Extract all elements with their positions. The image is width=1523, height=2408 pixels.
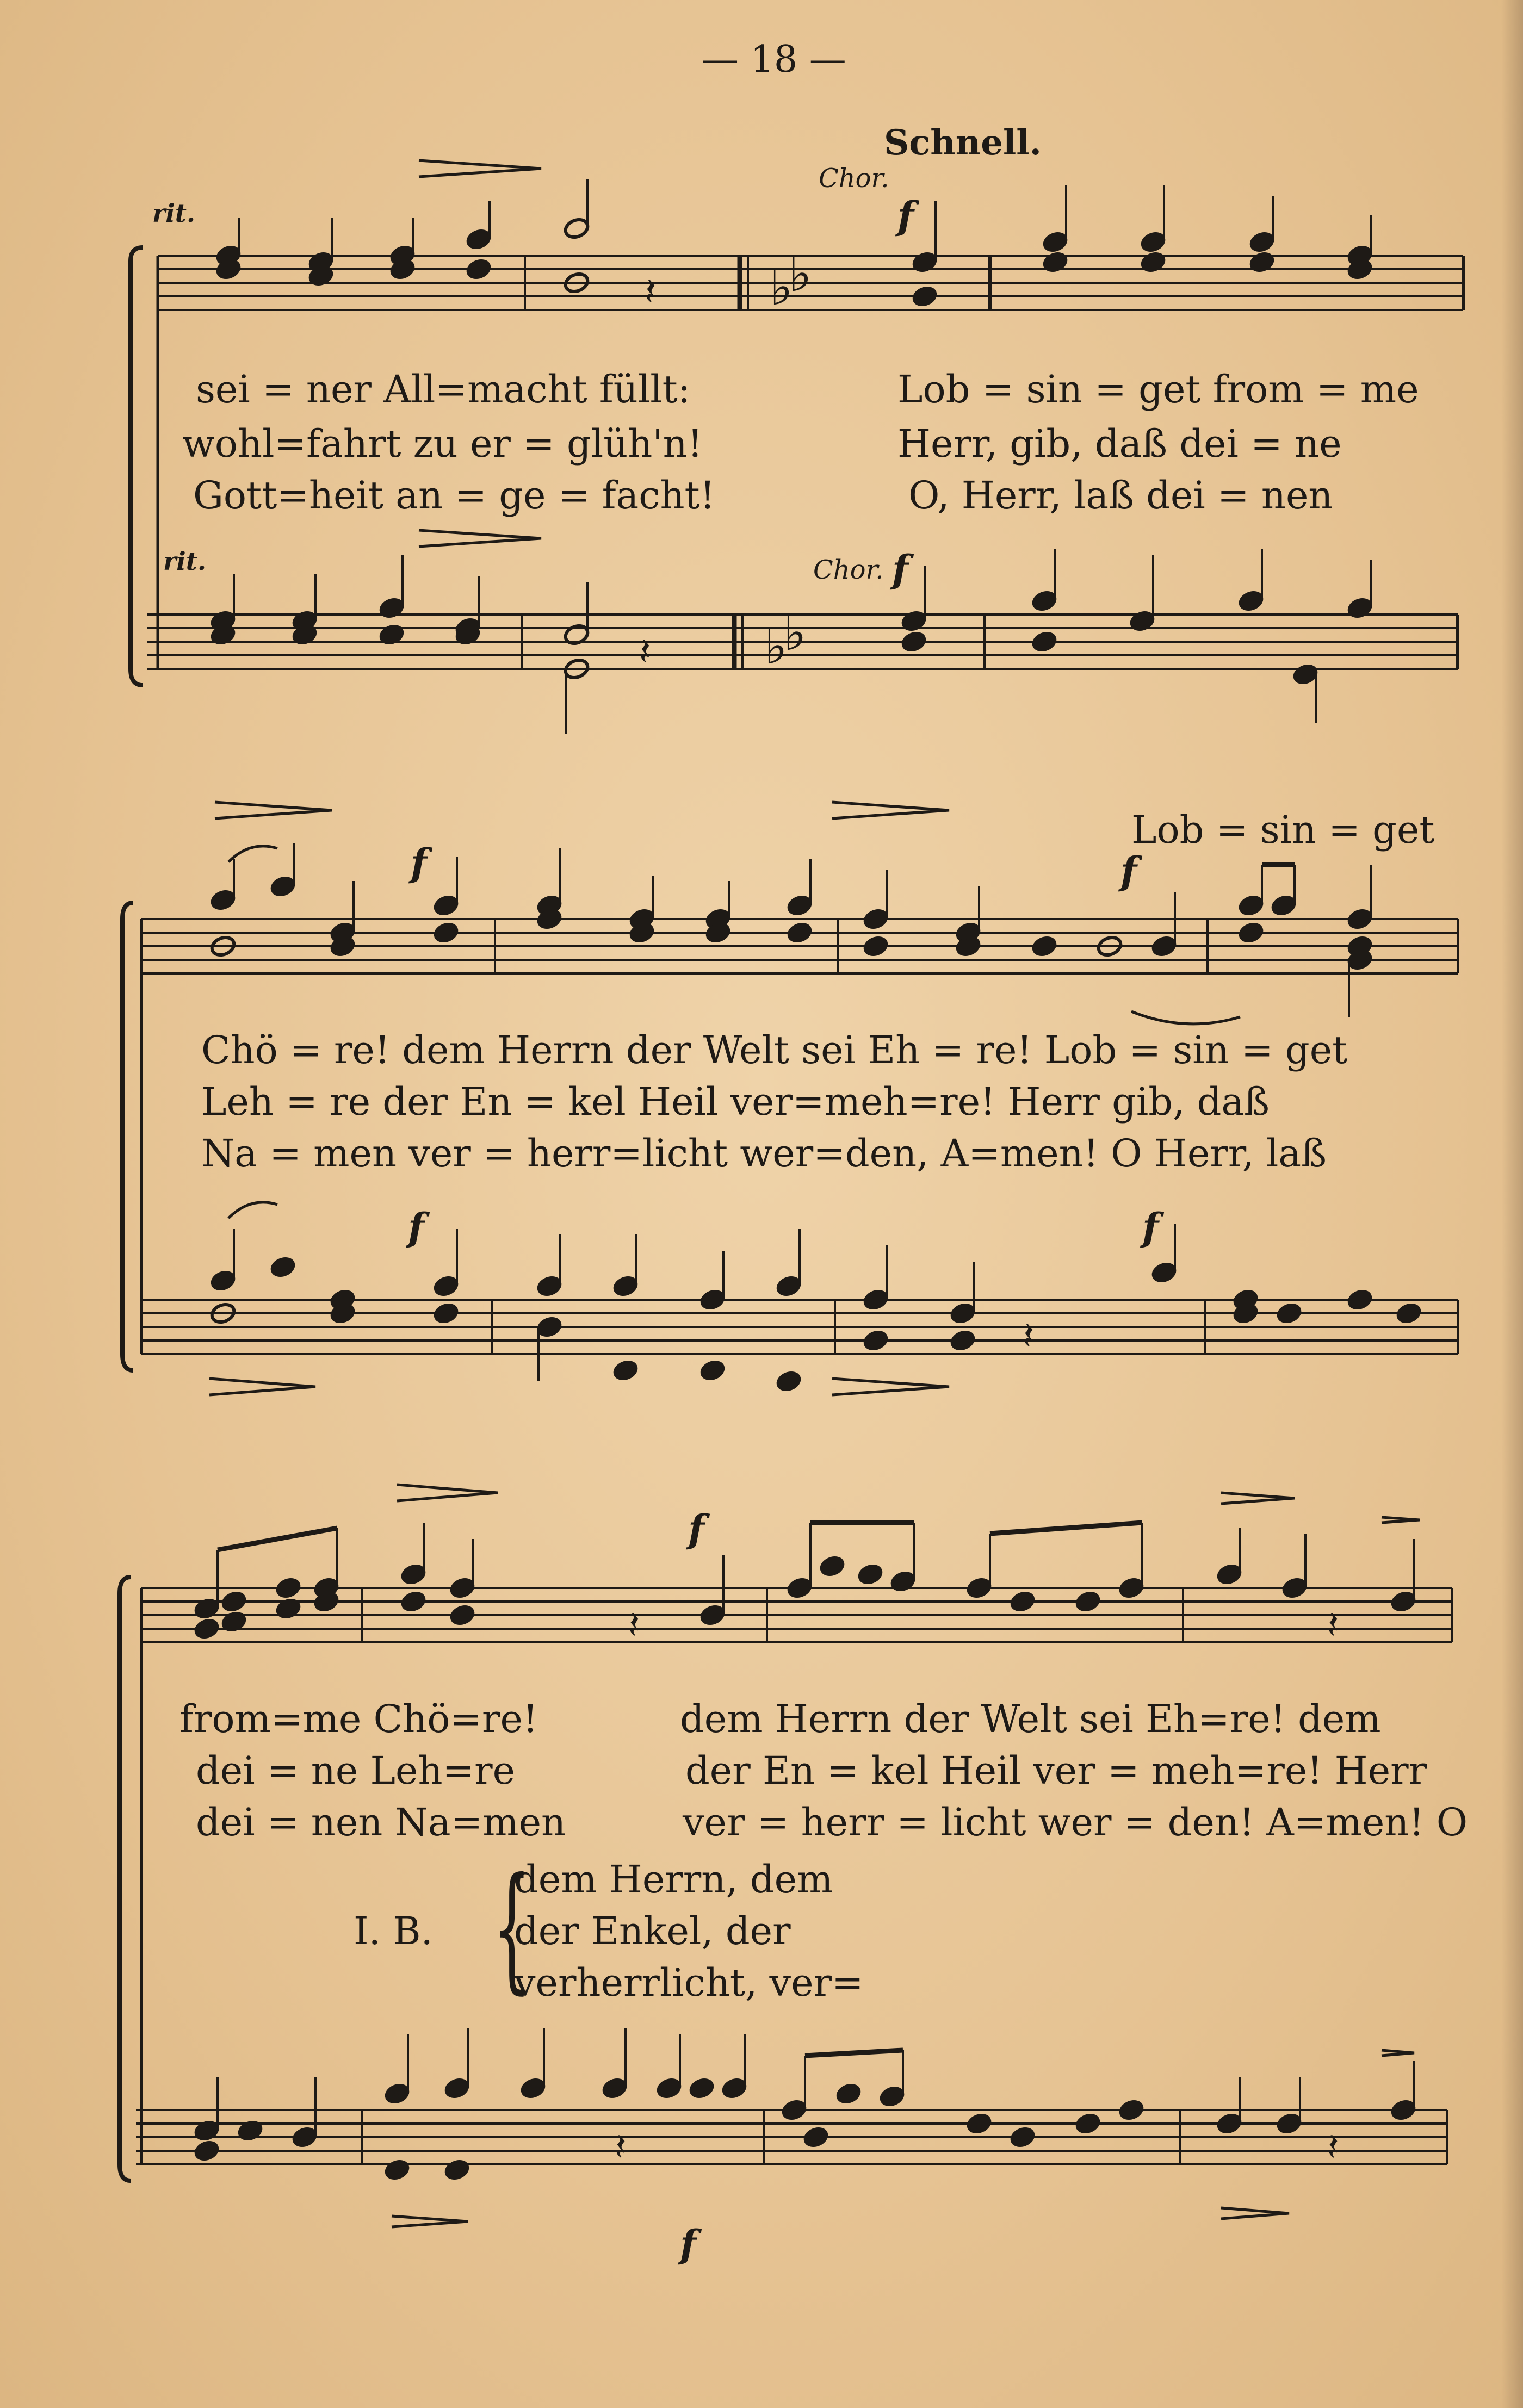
- lyric-s1-l1-right: Lob = sin = get from = me: [897, 367, 1419, 412]
- svg-text:♭: ♭: [770, 259, 793, 316]
- lyric-s3-l1-right: dem Herrn der Welt sei Eh=re! dem: [680, 1697, 1381, 1741]
- lyric-s1-l2-right: Herr, gib, daß dei = ne: [897, 421, 1342, 466]
- system-bracket-3: [120, 1577, 131, 2181]
- svg-text:♭: ♭: [783, 605, 807, 662]
- bass-line-1: dem Herrn, dem: [514, 1857, 833, 1902]
- rit-marking-upper: rit.: [152, 198, 195, 228]
- lyric-s3-l3-right: ver = herr = licht wer = den! A=men! O: [683, 1800, 1468, 1845]
- svg-text:𝄽: 𝄽: [1023, 1313, 1035, 1358]
- forte-s2-lower-a: f: [408, 1205, 425, 1250]
- svg-text:𝄽: 𝄽: [639, 629, 651, 674]
- lyric-s3-l2-right: der En = kel Heil ver = meh=re! Herr: [685, 1748, 1427, 1793]
- lyric-s2-l2: Leh = re der En = kel Heil ver=meh=re! Herr gib, daß: [201, 1079, 1270, 1124]
- system-bracket-1: [131, 247, 143, 685]
- svg-text:𝄽: 𝄽: [628, 1603, 640, 1647]
- rit-marking-lower: rit.: [163, 547, 206, 576]
- forte-marking-lower: f: [892, 547, 909, 592]
- svg-text:𝄽: 𝄽: [1327, 1603, 1339, 1647]
- bass-line-3: verherrlicht, ver=: [514, 1960, 864, 2005]
- bass-line-2: der Enkel, der: [514, 1909, 791, 1953]
- forte-marking-upper: f: [897, 193, 914, 238]
- svg-text:♭: ♭: [789, 246, 812, 303]
- lyric-s3-l3-left: dei = nen Na=men: [196, 1800, 566, 1845]
- tempo-marking: Schnell.: [884, 122, 1042, 163]
- lyric-s1-l3-right: O, Herr, laß dei = nen: [908, 473, 1333, 518]
- forte-s2-a: f: [411, 840, 428, 885]
- forte-s2-lower-b: f: [1142, 1205, 1159, 1250]
- bass-lines-brace: {: [492, 1848, 531, 2007]
- chor-label-upper: Chor.: [819, 163, 889, 194]
- lyric-s1-l2-left: wohl=fahrt zu er = glüh'n!: [182, 421, 703, 466]
- svg-text:𝄽: 𝄽: [615, 2125, 627, 2169]
- lyric-s1-l1-left: sei = ner All=macht füllt:: [196, 367, 691, 412]
- lyric-s2-l1: Chö = re! dem Herrn der Welt sei Eh = re! Lob = sin = get: [201, 1028, 1348, 1072]
- forte-s3-lower: f: [680, 2221, 697, 2267]
- svg-text:𝄽: 𝄽: [1327, 2125, 1339, 2169]
- forte-s3-a: f: [688, 1506, 705, 1551]
- lyric-s3-l2-left: dei = ne Leh=re: [196, 1748, 516, 1793]
- svg-text:𝄽: 𝄽: [645, 269, 657, 314]
- system-bracket-2: [122, 903, 133, 1370]
- page-number: — 18 —: [702, 38, 846, 81]
- lyric-s3-l1-left: from=me Chö=re!: [179, 1697, 538, 1741]
- lyric-s1-l3-left: Gott=heit an = ge = facht!: [193, 473, 715, 518]
- lyric-s2-l3: Na = men ver = herr=licht wer=den, A=men! O Herr, laß: [201, 1131, 1327, 1176]
- svg-text:♭: ♭: [764, 618, 788, 675]
- lyric-s2-cue: Lob = sin = get: [1131, 808, 1435, 852]
- bass-voice-label: I. B.: [354, 1909, 433, 1953]
- chor-label-lower: Chor.: [813, 555, 884, 585]
- forte-s2-b: f: [1120, 848, 1137, 893]
